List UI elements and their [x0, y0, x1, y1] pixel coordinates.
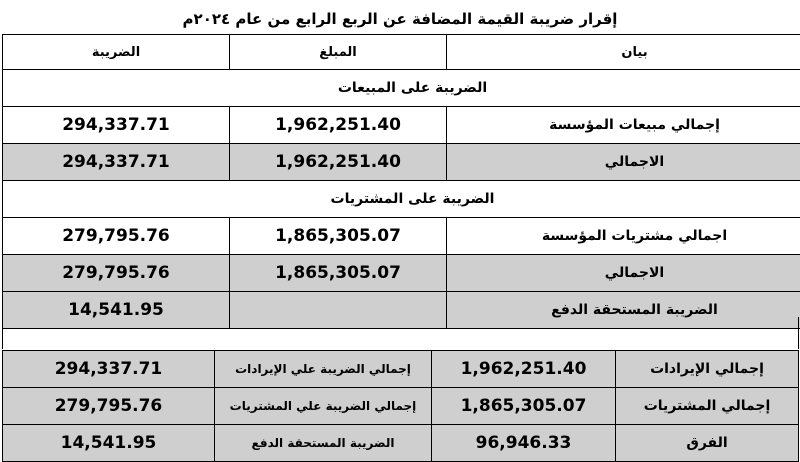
- row-label: اجمالي مشتريات المؤسسة: [447, 218, 800, 255]
- summary-row: [3, 388, 799, 425]
- row-amount: 1,865,305.07: [230, 218, 447, 255]
- purchases-section-title: الضريبة على المشتريات: [3, 181, 800, 218]
- summary-row: [3, 425, 799, 462]
- summary-amount: 1,962,251.40: [432, 351, 616, 388]
- summary-label: الفرق: [616, 425, 799, 462]
- tax-due-label: الضريبة المستحقة الدفع: [447, 292, 800, 329]
- summary-amount: 96,946.33: [432, 425, 616, 462]
- row-tax: 294,337.71: [3, 107, 230, 144]
- summary-tax-label: إجمالي الضريبة علي الإيرادات: [215, 351, 432, 388]
- summary-tax: 14,541.95: [3, 425, 215, 462]
- summary-tax-label: إجمالي الضريبة علي المشتريات: [215, 388, 432, 425]
- row-label: الاجمالي: [447, 144, 800, 181]
- table-row: [3, 107, 800, 144]
- row-label: الاجمالي: [447, 255, 800, 292]
- summary-row: [3, 351, 799, 388]
- vat-return-table: [2, 34, 800, 329]
- row-tax: 279,795.76: [3, 255, 230, 292]
- table-row: [3, 218, 800, 255]
- summary-label: إجمالي الإيرادات: [616, 351, 799, 388]
- table-spacer: [2, 317, 799, 349]
- row-tax: 279,795.76: [3, 218, 230, 255]
- summary-tax: 279,795.76: [3, 388, 215, 425]
- summary-table: [2, 350, 799, 462]
- row-label: إجمالي مبيعات المؤسسة: [447, 107, 800, 144]
- row-amount: 1,962,251.40: [230, 107, 447, 144]
- header-tax: الضريبة: [3, 35, 230, 70]
- tax-due-value: 14,541.95: [3, 292, 230, 329]
- table-row: [3, 255, 800, 292]
- row-amount: 1,962,251.40: [230, 144, 447, 181]
- summary-amount: 1,865,305.07: [432, 388, 616, 425]
- sales-section-row: [3, 70, 800, 107]
- table-header-row: [3, 35, 800, 70]
- summary-tax-label: الضريبة المستحقة الدفع: [215, 425, 432, 462]
- page-title: إقرار ضريبة القيمة المضافة عن الربع الرابع من عام ٢٠٢٤م: [0, 6, 800, 32]
- header-label: بيان: [447, 35, 800, 70]
- header-amount: المبلغ: [230, 35, 447, 70]
- summary-tax: 294,337.71: [3, 351, 215, 388]
- summary-label: إجمالي المشتريات: [616, 388, 799, 425]
- table-row: [3, 144, 800, 181]
- row-tax: 294,337.71: [3, 144, 230, 181]
- row-amount: 1,865,305.07: [230, 255, 447, 292]
- sales-section-title: الضريبة على المبيعات: [3, 70, 800, 107]
- purchases-section-row: [3, 181, 800, 218]
